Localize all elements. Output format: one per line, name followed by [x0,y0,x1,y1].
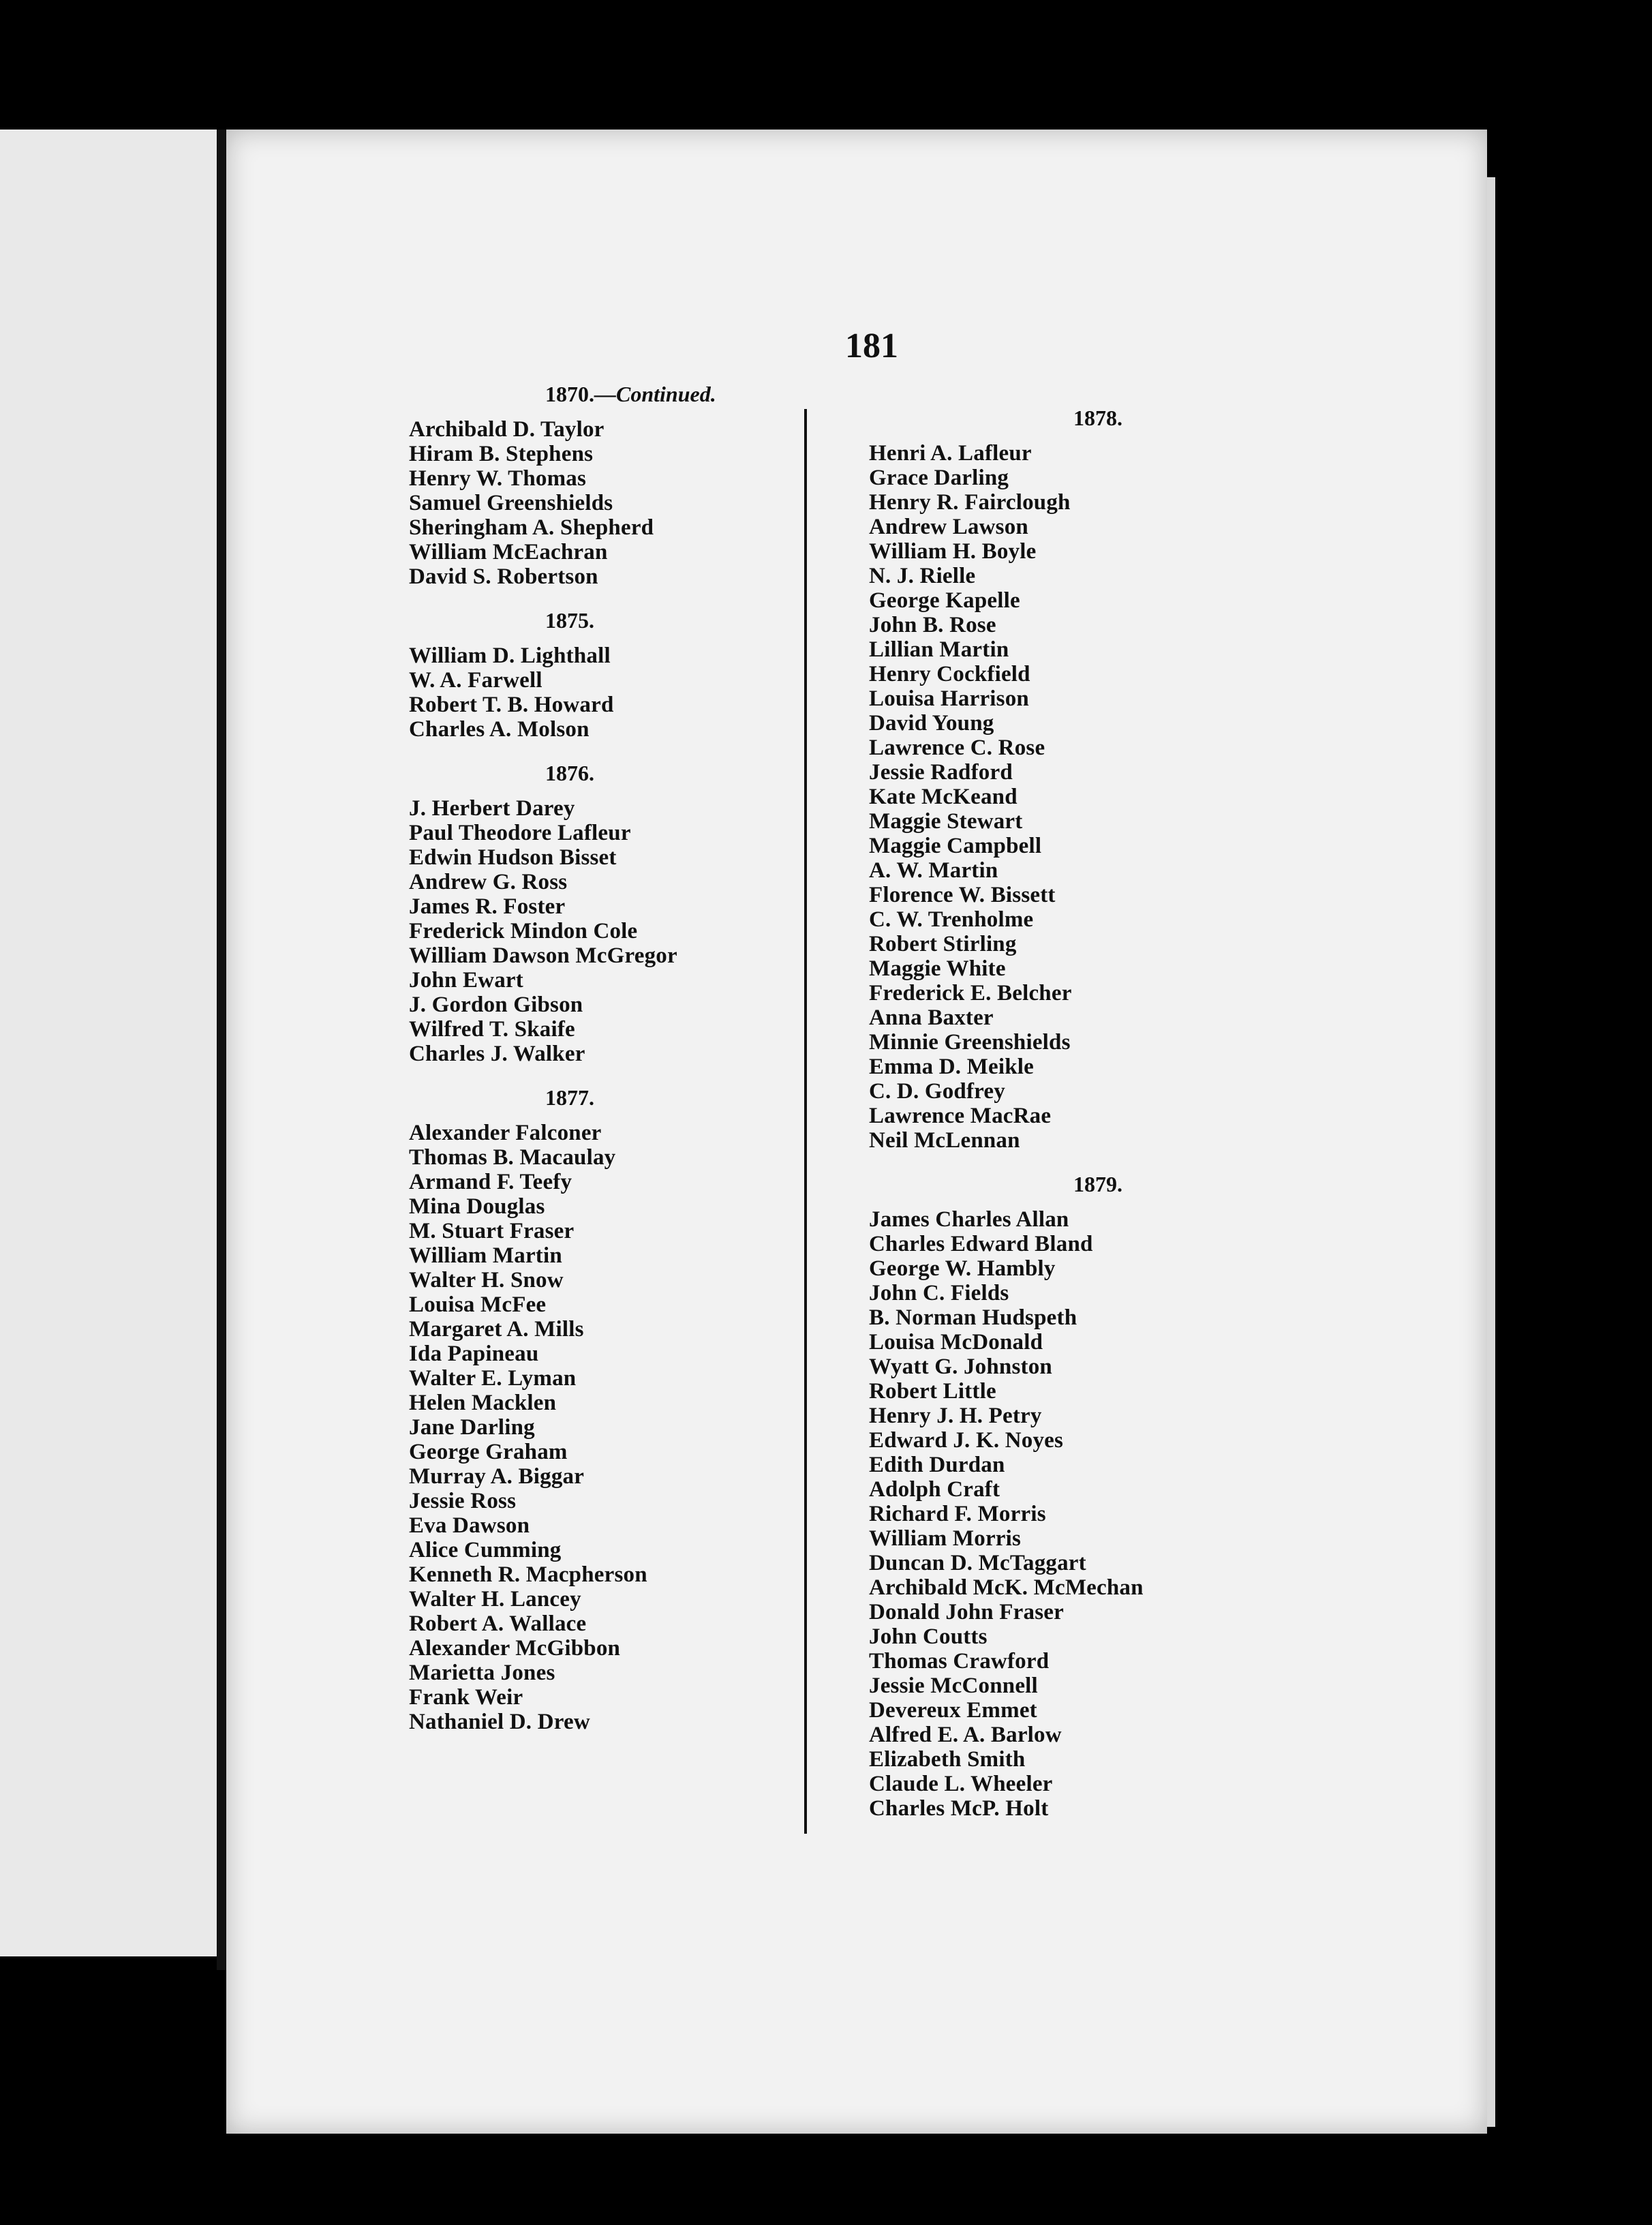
graduate-name: Murray A. Biggar [409,1464,585,1489]
graduate-name: Henri A. Lafleur [869,441,1032,466]
graduate-name: Jessie Radford [869,760,1013,785]
graduate-name: John Coutts [869,1624,988,1649]
book-spine [217,130,226,1970]
graduate-name: Louisa McFee [409,1292,547,1317]
graduate-name: Charles Edward Bland [869,1232,1093,1256]
graduate-name: Emma D. Meikle [869,1055,1035,1079]
graduate-name: Edwin Hudson Bisset [409,845,617,870]
graduate-name: Claude L. Wheeler [869,1772,1053,1796]
graduate-name: C. W. Trenholme [869,907,1034,932]
graduate-name: Alexander Falconer [409,1121,602,1145]
graduate-name: Margaret A. Mills [409,1317,584,1342]
graduate-name: George W. Hambly [869,1256,1056,1281]
graduate-name: Archibald D. Taylor [409,417,605,442]
graduate-name: William Martin [409,1243,562,1268]
graduate-name: Walter H. Snow [409,1268,564,1292]
graduate-name: A. W. Martin [869,858,998,883]
graduate-name: Samuel Greenshields [409,491,613,515]
graduate-name: Robert T. B. Howard [409,693,614,717]
graduate-name: William Dawson McGregor [409,943,677,968]
graduate-name: Thomas Crawford [869,1649,1050,1674]
year-label: 1878. [1073,406,1122,430]
graduate-name: Andrew G. Ross [409,870,568,894]
graduate-name: Edith Durdan [869,1453,1005,1477]
year-heading [409,1085,791,1110]
year-label: 1876. [545,761,594,785]
continued-label: —Continued. [594,382,716,406]
graduate-name: James R. Foster [409,894,566,919]
graduate-name: Neil McLennan [869,1128,1020,1153]
graduate-name: Lawrence C. Rose [869,736,1045,760]
facing-page [0,130,219,1956]
graduate-name: J. Gordon Gibson [409,993,583,1017]
year-heading [409,761,791,785]
graduate-name: Robert Little [869,1379,996,1404]
graduate-name: Kenneth R. Macpherson [409,1562,647,1587]
column-divider [804,409,807,1834]
graduate-name: C. D. Godfrey [869,1079,1005,1104]
graduate-name: Kate McKeand [869,785,1018,809]
graduate-name: Henry J. H. Petry [869,1404,1042,1428]
graduate-name: John C. Fields [869,1281,1009,1305]
graduate-name: William D. Lighthall [409,644,611,668]
graduate-name: Florence W. Bissett [869,883,1056,907]
year-section [409,1085,791,1734]
graduate-name: Marietta Jones [409,1661,555,1685]
graduate-name: Nathaniel D. Drew [409,1710,590,1734]
graduate-name: Donald John Fraser [869,1600,1064,1624]
graduate-name: Eva Dawson [409,1513,530,1538]
year-heading [409,382,791,406]
graduate-name: George Graham [409,1440,568,1464]
year-label: 1877. [545,1085,594,1110]
page-number: 181 [845,327,898,365]
graduate-name: Anna Baxter [869,1005,994,1030]
graduate-name: Sheringham A. Shepherd [409,515,654,540]
graduate-name: Charles A. Molson [409,717,590,742]
right-column [869,406,1251,1840]
graduate-name: Maggie White [869,956,1006,981]
graduate-name: Edward J. K. Noyes [869,1428,1064,1453]
graduate-name: Mina Douglas [409,1194,545,1219]
graduate-name: Maggie Campbell [869,834,1042,858]
year-heading [869,406,1251,430]
year-section [409,761,791,1066]
graduate-name: Lillian Martin [869,637,1009,662]
graduate-name: Elizabeth Smith [869,1747,1026,1772]
graduate-name: Henry W. Thomas [409,466,587,491]
graduate-name: John Ewart [409,968,523,993]
graduate-name: Frank Weir [409,1685,523,1710]
graduate-name: Robert Stirling [869,932,1017,956]
graduate-name: Archibald McK. McMechan [869,1575,1144,1600]
graduate-name: Maggie Stewart [869,809,1023,834]
graduate-name: Louisa Harrison [869,686,1029,711]
year-section [409,608,791,742]
year-label: 1875. [545,608,594,633]
graduate-name: Duncan D. McTaggart [869,1551,1086,1575]
graduate-name: Henry Cockfield [869,662,1030,686]
graduate-name: Minnie Greenshields [869,1030,1071,1055]
graduate-name: Lawrence MacRae [869,1104,1052,1128]
graduate-name: Hiram B. Stephens [409,442,594,466]
graduate-name: Frederick Mindon Cole [409,919,638,943]
graduate-name: Devereux Emmet [869,1698,1037,1723]
graduate-name: Alexander McGibbon [409,1636,621,1661]
graduate-name: Jessie McConnell [869,1674,1038,1698]
graduate-name: Ida Papineau [409,1342,539,1366]
year-heading [869,1172,1251,1196]
year-label: 1879. [1073,1172,1122,1196]
graduate-name: Wyatt G. Johnston [869,1354,1052,1379]
page-edge [1487,177,1495,2127]
left-column [409,382,791,1753]
graduate-name: Armand F. Teefy [409,1170,572,1194]
graduate-name: Jessie Ross [409,1489,517,1513]
graduate-name: David S. Robertson [409,564,598,589]
year-section [409,382,791,589]
year-label: 1870. [545,382,594,406]
graduate-name: Louisa McDonald [869,1330,1043,1354]
graduate-name: Henry R. Fairclough [869,490,1071,515]
graduate-name: Alfred E. A. Barlow [869,1723,1062,1747]
graduate-name: Adolph Craft [869,1477,1000,1502]
year-heading [409,608,791,633]
graduate-name: William McEachran [409,540,608,564]
graduate-name: M. Stuart Fraser [409,1219,575,1243]
graduate-name: Walter E. Lyman [409,1366,577,1391]
graduate-name: Jane Darling [409,1415,535,1440]
graduate-name: David Young [869,711,994,736]
graduate-name: Robert A. Wallace [409,1611,587,1636]
graduate-name: Charles J. Walker [409,1042,585,1066]
graduate-name: James Charles Allan [869,1207,1069,1232]
graduate-name: Andrew Lawson [869,515,1028,539]
graduate-name: Alice Cumming [409,1538,562,1562]
graduate-name: Helen Macklen [409,1391,557,1415]
graduate-name: Charles McP. Holt [869,1796,1049,1821]
graduate-name: Paul Theodore Lafleur [409,821,631,845]
graduate-name: Frederick E. Belcher [869,981,1072,1005]
graduate-name: William H. Boyle [869,539,1037,564]
graduate-name: J. Herbert Darey [409,796,575,821]
graduate-name: William Morris [869,1526,1022,1551]
graduate-name: George Kapelle [869,588,1020,613]
graduate-name: Thomas B. Macaulay [409,1145,616,1170]
graduate-name: Richard F. Morris [869,1502,1046,1526]
graduate-name: B. Norman Hudspeth [869,1305,1077,1330]
graduate-name: John B. Rose [869,613,996,637]
year-section [869,406,1251,1153]
graduate-name: Wilfred T. Skaife [409,1017,575,1042]
graduate-name: Grace Darling [869,466,1009,490]
year-section [869,1172,1251,1821]
graduate-name: Walter H. Lancey [409,1587,581,1611]
graduate-name: N. J. Rielle [869,564,976,588]
graduate-name: W. A. Farwell [409,668,542,693]
